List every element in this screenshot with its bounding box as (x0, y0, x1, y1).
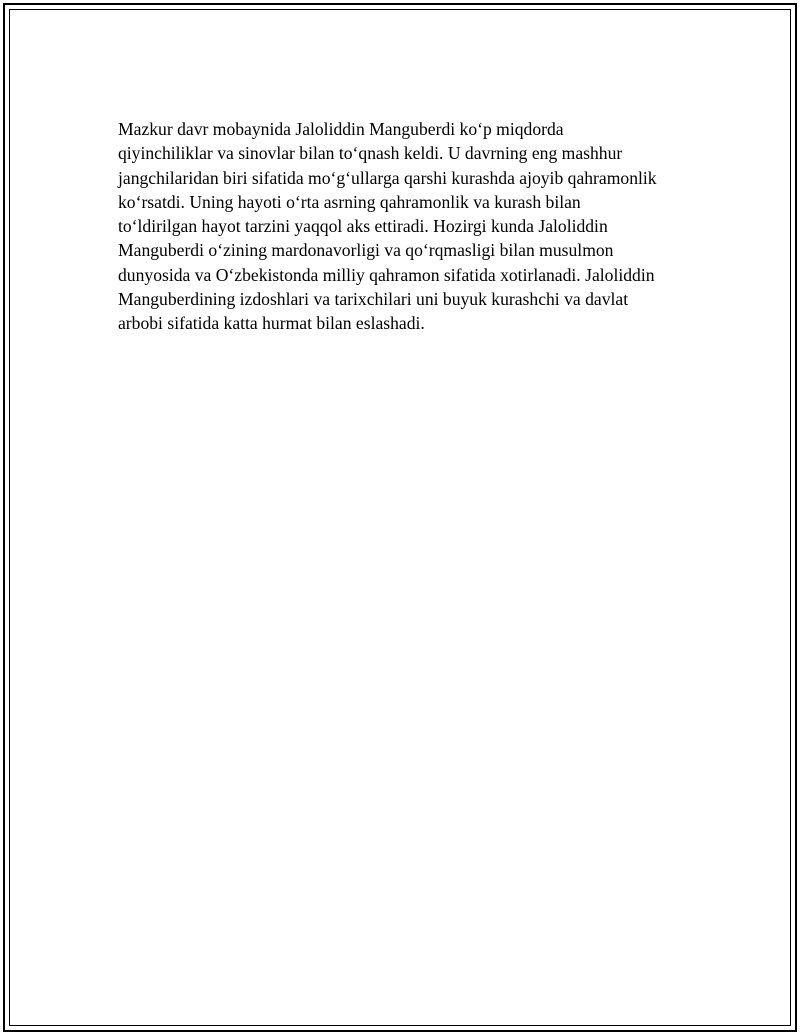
body-paragraph: Mazkur davr mobaynida Jaloliddin Manguberdi ko‘p miqdorda qiyinchiliklar va sinovlar bilan to‘qnash keldi. U davrning eng mashhur jangchilaridan biri sifatida mo‘g‘ullarga qarshi kurashda ajoyib qahramonlik ko‘rsatdi. Uning hayoti o‘rta asrning qahramonlik va kurash bilan to‘ldirilgan hayot tarzini yaqqol aks ettiradi. Hozirgi kunda Jaloliddin Manguberdi o‘zining mardonavorligi va qo‘rqmasligi bilan musulmon dunyosida va O‘zbekistonda milliy qahramon sifatida xotirlanadi. Jaloliddin Manguberdining izdoshlari va tarixchilari uni buyuk kurashchi va davlat arbobi sifatida katta hurmat bilan eslashadi. (118, 119, 657, 334)
